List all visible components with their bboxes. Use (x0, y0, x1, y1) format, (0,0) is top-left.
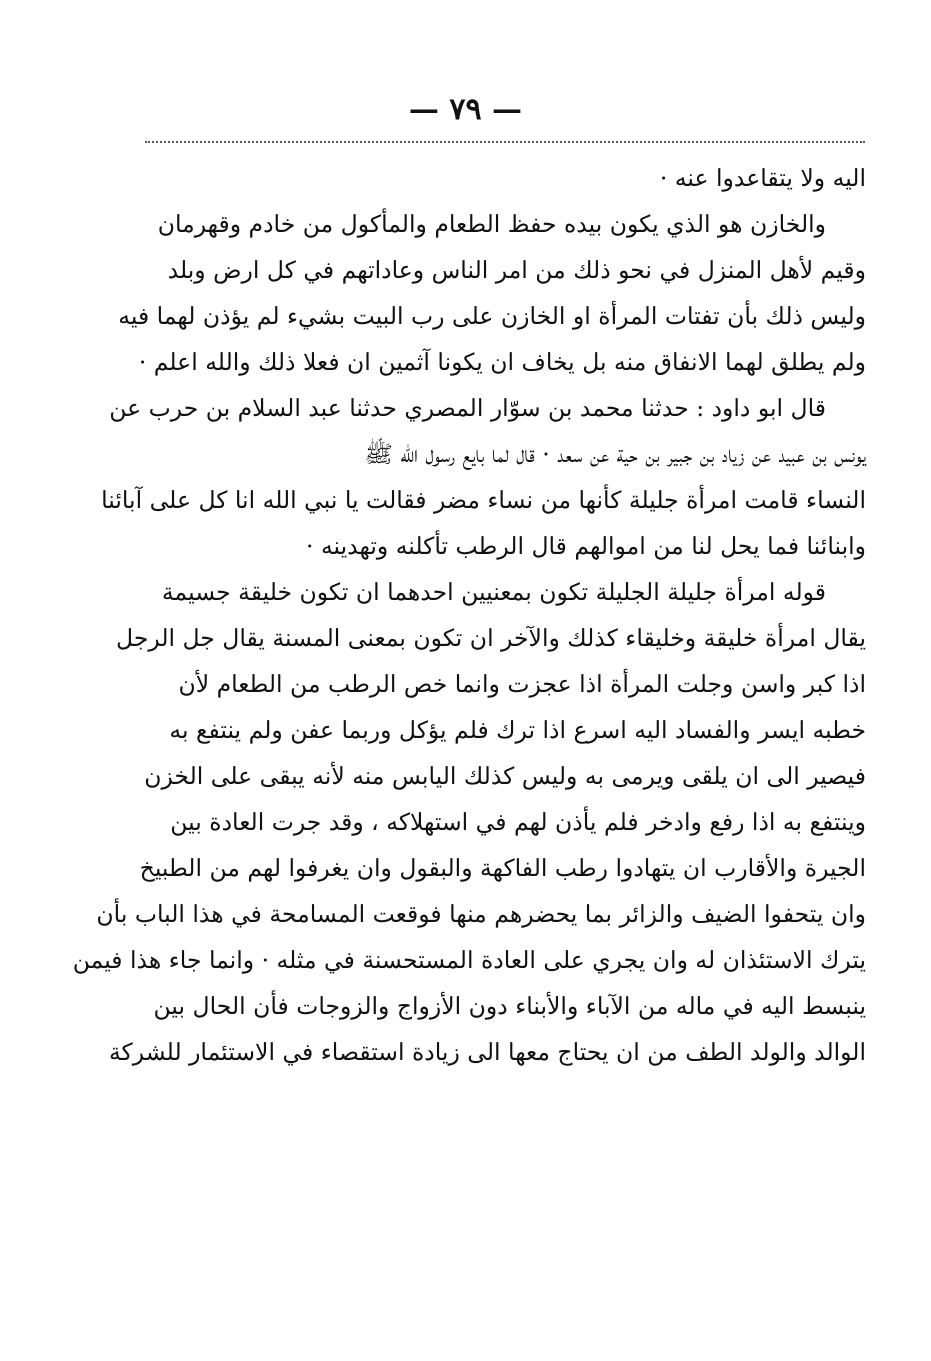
text-line: اذا كبر واسن وجلت المرأة اذا عجزت وانما خص الرطب من الطعام لأن (178, 670, 866, 698)
text-line: والخازن هو الذي يكون بيده حفظ الطعام والمأكول من خادم وقهرمان (157, 210, 826, 238)
text-line: وينتفع به اذا رفع وادخر فلم يأذن لهم في استهلاكه ، وقد جرت العادة بين (170, 808, 866, 836)
page-number: — ٧٩ — (408, 92, 523, 127)
text-line: ينبسط اليه في ماله من الآباء والأبناء دون الأزواج والزوجات فأن الحال بين (153, 992, 866, 1020)
body-text (72, 155, 866, 1075)
text-line: ولم يطلق لهما الانفاق منه بل يخاف ان يكونا آثمين ان فعلا ذلك والله اعلم · (138, 348, 866, 376)
text-line: اليه ولا يتقاعدوا عنه · (659, 164, 866, 192)
text-line: وان يتحفوا الضيف والزائر بما يحضرهم منها فوقعت المسامحة في هذا الباب بأن (96, 900, 866, 928)
text-line: النساء قامت امرأة جليلة كأنها من نساء مضر فقالت يا نبي الله انا كل على آبائنا (101, 486, 866, 514)
text-line: يترك الاستئذان له وان يجري على العادة المستحسنة في مثله · وانما جاء هذا فيمن (72, 946, 866, 974)
header-divider (145, 141, 865, 143)
text-line: وابنائنا فما يحل لنا من اموالهم قال الرطب تأكلنه وتهدينه · (306, 532, 866, 560)
text-line: الوالد والولد الطف من ان يحتاج معها الى زيادة استقصاء في الاستئمار للشركة (108, 1038, 866, 1066)
text-line: يقال امرأة خليقة وخليقاء كذلك والآخر ان تكون بمعنى المسنة يقال جل الرجل (116, 624, 866, 652)
text-line: يونس بن عبيد عن زياد بن جبير بن حية عن سعد · قال لما بايع رسول الله ﷺ (364, 440, 866, 468)
text-line: قال ابو داود : حدثنا محمد بن سوّار المصري حدثنا عبد السلام بن حرب عن (109, 394, 826, 422)
text-line: الجيرة والأقارب ان يتهادوا رطب الفاكهة والبقول وان يغرفوا لهم من الطبيخ (139, 854, 866, 882)
text-line: خطبه ايسر والفساد اليه اسرع اذا ترك فلم يؤكل وربما عفن ولم ينتفع به (169, 716, 866, 744)
text-line: وقيم لأهل المنزل في نحو ذلك من امر الناس وعاداتهم في كل ارض وبلد (167, 256, 866, 284)
text-line: وليس ذلك بأن تفتات المرأة او الخازن على رب البيت بشيء لم يؤذن لهما فيه (118, 302, 866, 330)
text-line: قوله امرأة جليلة الجليلة تكون بمعنيين احدهما ان تكون خليقة جسيمة (161, 578, 826, 606)
text-line: فيصير الى ان يلقى ويرمى به وليس كذلك اليابس منه لأنه يبقى على الخزن (144, 762, 866, 790)
